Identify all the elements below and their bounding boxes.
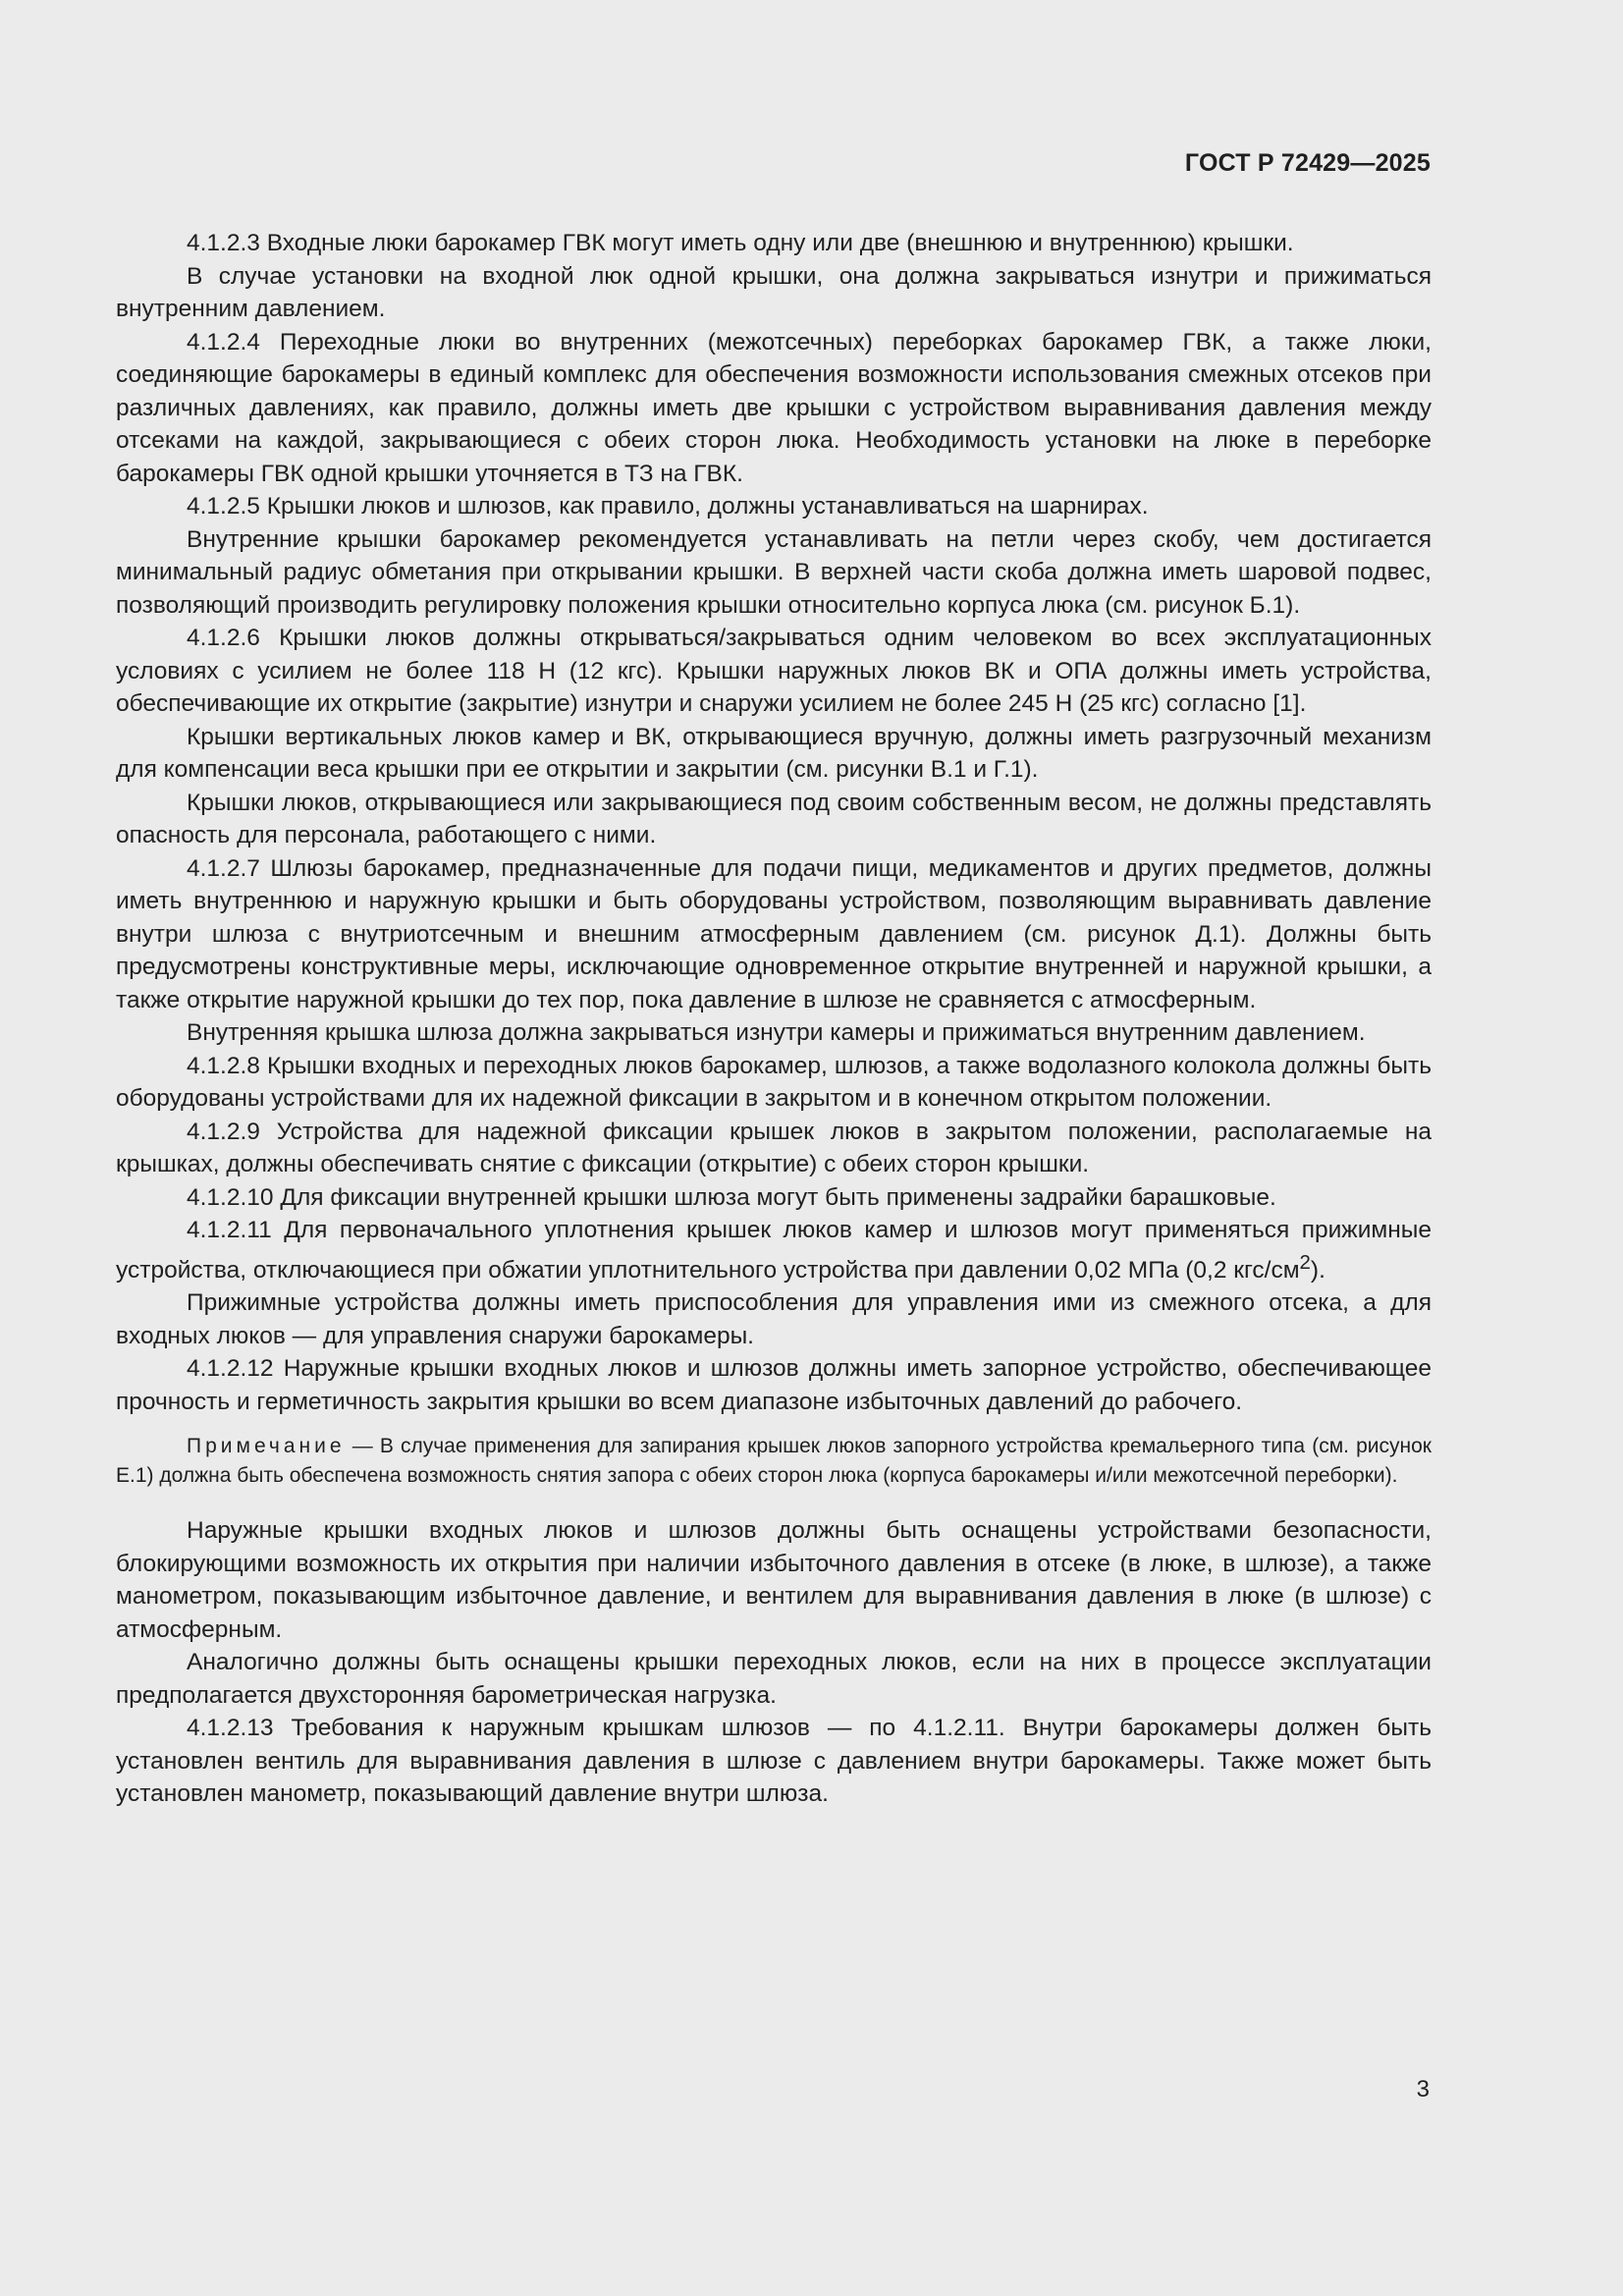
paragraph: Прижимные устройства должны иметь приспособления для управления ими из смежного отсека, а для входных люков — для управления снаружи барокамеры. xyxy=(116,1289,1432,1349)
paragraph: Наружные крышки входных люков и шлюзов должны быть оснащены устройствами безопасности, блокирующими возможность их открытия при наличии избыточного давления в отсеке (в люке, в шлюзе), а также манометром, показывающим избыточное давление, и вентилем для выравнивания давления в люке (в шлюзе) с атмосферным. xyxy=(116,1517,1432,1643)
paragraph: 4.1.2.7 Шлюзы барокамер, предназначенные для подачи пищи, медикаментов и других предметов, должны иметь внутреннюю и наружную крышки и быть оборудованы устройством, позволяющим выравнивать давление внутри шлюза с внутриотсечным и внешним атмосферным давлением (см. рисунок Д.1). Должны быть предусмотрены конструктивные меры, исключающие одновременное открытие внутренней и наружной крышки, а также открытие наружной крышки до тех пор, пока давление в шлюзе не сравняется с атмосферным. xyxy=(116,854,1432,1013)
paragraph: 4.1.2.6 Крышки люков должны открываться/закрываться одним человеком во всех эксплуатационных условиях с усилием не более 118 Н (12 кгс). Крышки наружных люков ВК и ОПА должны иметь устройства, обеспечивающие их открытие (закрытие) изнутри и снаружи усилием не более 245 Н (25 кгс) согласно [1]. xyxy=(116,625,1432,717)
paragraph-tail: ). xyxy=(1310,1256,1325,1284)
note-label: Примечание xyxy=(187,1435,346,1458)
paragraph: Крышки люков, открывающиеся или закрывающиеся под своим собственным весом, не должны представлять опасность для персонала, работающего с ними. xyxy=(116,789,1432,848)
paragraph: 4.1.2.3 Входные люки барокамер ГВК могут иметь одну или две (внешнюю и внутреннюю) крышки. xyxy=(187,230,1294,256)
paragraph: 4.1.2.12 Наружные крышки входных люков и шлюзов должны иметь запорное устройство, обеспечивающее прочность и герметичность закрытия крышки во всем диапазоне избыточных давлений до рабочего. xyxy=(116,1355,1432,1415)
paragraph: 4.1.2.13 Требования к наружным крышкам шлюзов — по 4.1.2.11. Внутри барокамеры должен быть установлен вентиль для выравнивания давления в шлюзе с давлением внутри барокамеры. Также может быть установлен манометр, показывающий давление внутри шлюза. xyxy=(116,1715,1432,1808)
document-body xyxy=(116,227,1432,1811)
paragraph: 4.1.2.10 Для фиксации внутренней крышки шлюза могут быть применены задрайки барашковые. xyxy=(187,1183,1276,1211)
paragraph: 4.1.2.4 Переходные люки во внутренних (межотсечных) переборках барокамер ГВК, а также люки, соединяющие барокамеры в единый комплекс для обеспечения возможности использования смежных отсеков при различных давлениях, как правило, должны иметь две крышки с устройством выравнивания давления между отсеками на каждой, закрывающиеся с обеих сторон люка. Необходимость установки на люке в переборке барокамеры ГВК одной крышки уточняется в ТЗ на ГВК. xyxy=(116,328,1432,487)
paragraph-text: 4.1.2.11 Для первоначального уплотнения крышек люков камер и шлюзов могут применяться прижимные устройства, отключающиеся при обжатии уплотнительного устройства при давлении 0,02 МПа (0,2 кгс/см xyxy=(116,1217,1432,1284)
paragraph-with-superscript xyxy=(116,1214,1432,1286)
note-text: — В случае применения для запирания крышек люков запорного устройства кремальерного типа (см. рисунок Е.1) должна быть обеспечена возможность снятия запора с обеих сторон люка (корпуса барокамеры и/или межотсечной переборки). xyxy=(116,1435,1432,1488)
paragraph: Аналогично должны быть оснащены крышки переходных люков, если на них в процессе эксплуатации предполагается двухсторонняя барометрическая нагрузка. xyxy=(116,1649,1432,1709)
paragraph: 4.1.2.5 Крышки люков и шлюзов, как правило, должны устанавливаться на шарнирах. xyxy=(187,493,1149,519)
superscript: 2 xyxy=(1299,1251,1311,1274)
paragraph: Внутренняя крышка шлюза должна закрываться изнутри камеры и прижиматься внутренним давлением. xyxy=(187,1019,1366,1046)
paragraph: Внутренние крышки барокамер рекомендуется устанавливать на петли через скобу, чем достигается минимальный радиус обметания при открывании крышки. В верхней части скоба должна иметь шаровой подвес, позволяющий производить регулировку положения крышки относительно корпуса люка (см. рисунок Б.1). xyxy=(116,525,1432,619)
document-standard-header: ГОСТ Р 72429—2025 xyxy=(1184,149,1431,177)
paragraph: 4.1.2.9 Устройства для надежной фиксации крышек люков в закрытом положении, располагаемые на крышках, должны обеспечивать снятие с фиксации (открытие) с обеих сторон крышки. xyxy=(116,1118,1432,1177)
note xyxy=(116,1432,1432,1491)
paragraph: В случае установки на входной люк одной крышки, она должна закрываться изнутри и прижиматься внутренним давлением. xyxy=(116,262,1432,322)
page-number: 3 xyxy=(1416,2076,1430,2103)
paragraph: Крышки вертикальных люков камер и ВК, открывающиеся вручную, должны иметь разгрузочный механизм для компенсации веса крышки при ее открытии и закрытии (см. рисунки В.1 и Г.1). xyxy=(116,723,1432,783)
paragraph: 4.1.2.8 Крышки входных и переходных люков барокамер, шлюзов, а также водолазного колокола должны быть оборудованы устройствами для их надежной фиксации в закрытом и в конечном открытом положении. xyxy=(116,1052,1432,1112)
